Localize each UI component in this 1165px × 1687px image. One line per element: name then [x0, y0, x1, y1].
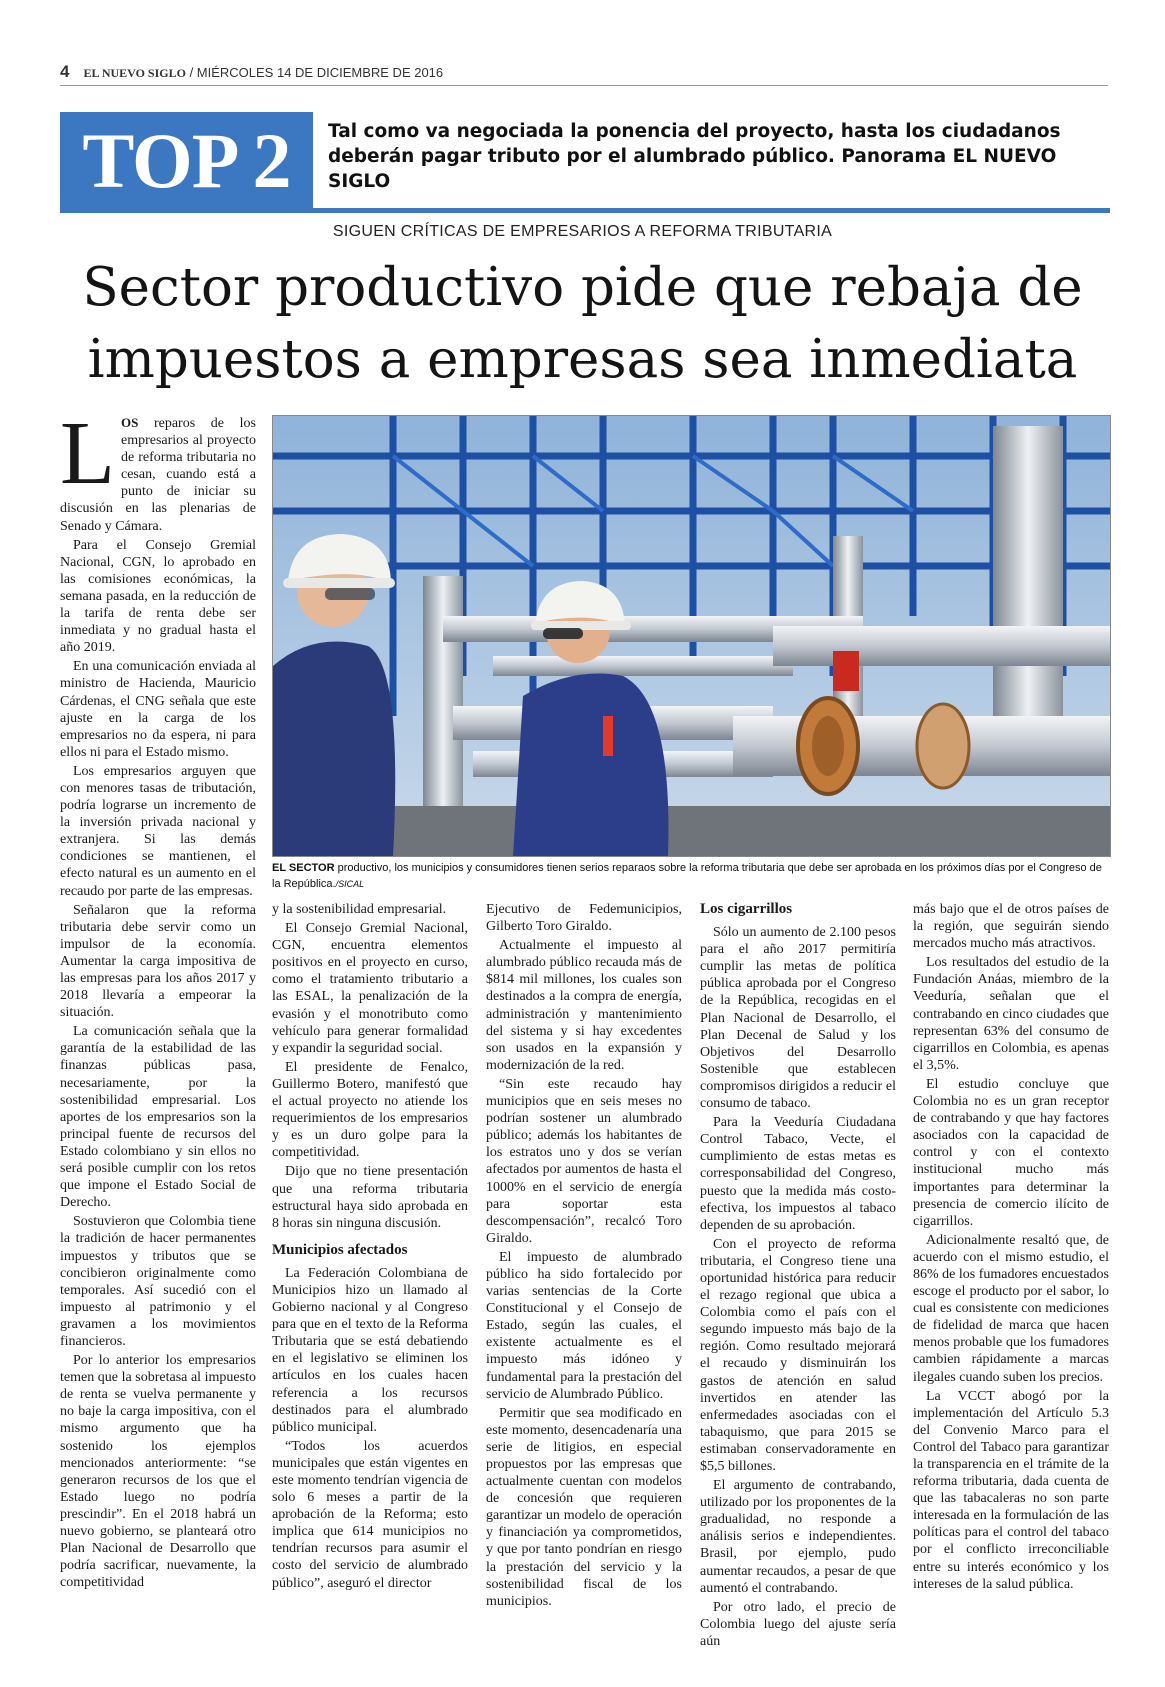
- article-paragraph: Para la Veeduría Ciudadana Control Tabaco, Vecte, el cumplimiento de estas metas es corresponsabilidad del Congreso, puesto que la medida más costo-efectiva, los impuestos al tabaco dependen de su aprobación.: [700, 1115, 896, 1233]
- article-photo: [272, 415, 1111, 857]
- subheading-municipios: Municipios afectados: [272, 1241, 408, 1258]
- publication-name: EL NUEVO SIGLO: [83, 66, 186, 80]
- article-paragraph: Permitir que sea modificado en este momento, desencadenaría una serie de litigios, en especial propuestos por las empresas que actualmente cuentan con modelos de concesión que requieren garantizar un modelo de operación y financiación ya comprometidos, y que por tanto pondrían en riesgo la prestación del servicio y la sostenibilidad fiscal de los municipios.: [486, 1405, 682, 1609]
- caption-lead: EL SECTOR: [272, 862, 335, 874]
- article-paragraph: El estudio concluye que Colombia no es un gran receptor de contrabando y que hay factores asociados con la capacidad de control y con el contexto institucional mucho más importantes para determinar la presencia de comercio ilícito de cigarrillos.: [913, 1076, 1109, 1229]
- article-paragraph: y la sostenibilidad empresarial.: [272, 902, 447, 917]
- article-paragraph: Ejecutivo de Fedemunicipios, Gilberto Toro Giraldo.: [486, 902, 682, 935]
- article-column-4: [700, 901, 896, 1649]
- article-paragraph: “Sin este recaudo hay municipios que en seis meses no podrían sostener un alumbrado público; además los habitantes de los estratos uno y dos se verían afectados por aumentos de hasta el 1000% en el servicio de energía para soportar esta descompensación”, recalcó Toro Giraldo.: [486, 1076, 682, 1246]
- article-paragraph: La Federación Colombiana de Municipios hizo un llamado al Gobierno nacional y al Congreso para que en el texto de la Reforma Tributaria que se está debatiendo en el legislativo se eliminen los artículos en los cuales hacen referencia a los recursos destinados para el alumbrado público municipal.: [272, 1265, 468, 1435]
- article-paragraph: Dijo que no tiene presentación que una reforma tributaria estructural haya sido aprobada en 8 horas sin ninguna discusión.: [272, 1164, 468, 1231]
- folio-rule: [60, 85, 1108, 86]
- article-paragraph: El presidente de Fenalco, Guillermo Botero, manifestó que el actual proyecto no atiende los requerimientos de los empresarios y es un duro golpe para la competitividad.: [272, 1059, 468, 1161]
- article-paragraph: LOS reparos de los empresarios al proyecto de reforma tributaria no cesan, cuando está a punto de iniciar su discusión en las plenarias de Senado y Cámara.: [60, 404, 256, 534]
- article-paragraph: El argumento de contrabando, utilizado por los proponentes de la gradualidad, no responde a análisis serios e independientes. Brasil, por ejemplo, pudo aumentar recaudos, a pesar de que aumentó el contrabando.: [700, 1478, 896, 1596]
- article-paragraph: La comunicación señala que la garantía de la estabilidad de las finanzas públicas pasa, necesariamente, por la sostenibilidad empresarial. Los aportes de los empresarios son la principal fuente de recursos del Estado colombiano y sin ellos no será posible cumplir con los retos que impone el Estado Social de Derecho.: [60, 1024, 256, 1211]
- article-paragraph: El Consejo Gremial Nacional, CGN, encuentra elementos positivos en el proyecto en curso, como el tratamiento tributario a las ESAL, la penalización de la evasión y el monotributo como vehículo para generar formalidad y expandir la seguridad social.: [272, 921, 468, 1056]
- article-paragraph: En una comunicación enviada al ministro de Hacienda, Mauricio Cárdenas, el CNG señala que este ajuste en la carga de los empresarios no da espera, ni para ellos ni para el Estado mismo.: [60, 659, 256, 760]
- article-paragraph: Sostuvieron que Colombia tiene la tradición de hacer permanentes impuestos y tributos que se concibieron originalmente como temporales. Así sucedió con el impuesto al patrimonio y el gravamen a los movimientos financieros.: [60, 1214, 256, 1349]
- article-paragraph: Por lo anterior los empresarios temen que la sobretasa al impuesto de renta se vuelva permanente y no baje la carga impositiva, con el mismo argumento que ha sostenido los ejemplos mencionados anteriormente: “se generaron recursos de los que el Estado luego no podría prescindir”. En el 2018 habrá un nuevo gobierno, se planteará otro Plan Nacional de Desarrollo que podría sacrificar, nuevamente, la competitividad: [60, 1353, 256, 1591]
- top-badge: TOP 2: [60, 112, 313, 210]
- article-paragraph: Los resultados del estudio de la Fundación Anáas, miembro de la Veeduría, señalan que el contrabando en cinco ciudades que representan 63% del consumo de cigarrillos en Colombia, es apenas el 3,5%.: [913, 955, 1109, 1073]
- issue-date: / MIÉRCOLES 14 DE DICIEMBRE DE 2016: [189, 65, 444, 80]
- article-paragraph: Actualmente el impuesto al alumbrado público recauda más de $814 mil millones, los cuales son destinados a la compra de energía, administración y mantenimiento del sistema y si hay excedentes son usados en la expansión y modernización de la red.: [486, 938, 682, 1073]
- article-paragraph: Por otro lado, el precio de Colombia luego del ajuste sería aún: [700, 1599, 896, 1649]
- kicker: SIGUEN CRÍTICAS DE EMPRESARIOS A REFORMA TRIBUTARIA: [332, 223, 833, 240]
- drop-cap: L: [60, 404, 115, 503]
- article-paragraph: Los empresarios arguyen que con menores tasas de tributación, podría lograrse un incremento de la inversión privada nacional y extranjera. Si las demás condiciones se mantienen, el efecto natural es un aumento en el recaudo por parte de las empresas.: [60, 763, 256, 899]
- article-paragraph: Señalaron que la reforma tributaria debe servir como un impulsor de la economía. Aumentar la carga impositiva de las empresas para los años 2017 y 2018 llevaría a empeorar la situación.: [60, 902, 256, 1021]
- article-column-1: [60, 404, 256, 1626]
- article-paragraph: Para el Consejo Gremial Nacional, CGN, lo aprobado en las comisiones económicas, la semana pasada, en la reducción de la tarifa de renta debe ser inmediata y no gradual hasta el año 2019.: [60, 537, 256, 656]
- article-paragraph: La VCCT abogó por la implementación del Artículo 5.3 del Convenio Marco para el Control del Tabaco para garantizar la transparencia en el trámite de la reforma tributaria, dada cuenta de que las tabacaleras no son parte interesada en la formulación de las políticas para el control del tabaco por el conflicto irreconciliable entre su interés económico y los intereses de la salud pública.: [913, 1388, 1109, 1592]
- article-paragraph: Con el proyecto de reforma tributaria, el Congreso tiene una oportunidad histórica para reducir el rezago regional que ubica a Colombia como el país con el segundo impuesto más bajo de la región. Como resultado mejorará el recaudo y disminuirán los gastos de atención en salud invertidos en atender las enfermedades asociadas con el tabaquismo, que para 2015 se estimaban conservadoramente en $5,5 billones.: [700, 1236, 896, 1474]
- photo-caption: [272, 860, 1109, 892]
- article-column-2: [272, 901, 468, 1621]
- page-number: 4: [60, 62, 70, 81]
- top-rule: [60, 208, 1110, 213]
- photo-credit: /SICAL: [335, 879, 365, 889]
- top-teaser: Tal como va negociada la ponencia del proyecto, hasta los ciudadanos deberán pagar tributo por el alumbrado público. Panorama EL NUEVO SIGLO: [328, 121, 1061, 192]
- refinery-workers-image: [273, 416, 1110, 856]
- article-paragraph: Sólo un aumento de 2.100 pesos para el año 2017 permitiría cumplir las metas de política pública aprobada por el Congreso de la República, recogidas en el Plan Nacional de Desarrollo, el Plan Decenal de Salud y los Objetivos del Desarrollo Sostenible que establecen compromisos dirigidos a reducir el consumo de tabaco.: [700, 925, 896, 1112]
- article-paragraph: Adicionalmente resaltó que, de acuerdo con el mismo estudio, el 86% de los fumadores encuestados escoge el producto por el sabor, lo cual es consistente con mediciones de fidelidad de marca que hacen menos probable que los fumadores cambien rápidamente a marcas ilegales cuando suben los precios.: [913, 1232, 1109, 1385]
- article-paragraph: El impuesto de alumbrado público ha sido fortalecido por varias sentencias de la Corte Constitucional y el Consejo de Estado, según las cuales, el existente actualmente es el impuesto más idóneo y fundamental para la prestación del servicio de Alumbrado Público.: [486, 1249, 682, 1402]
- caption-text: productivo, los municipios y consumidores tienen serios reparaos sobre la reforma tributaria que debe ser aprobada en los próximos días por el Congreso de la República.: [272, 862, 1102, 890]
- article-column-3: [486, 901, 682, 1621]
- worker-left: [273, 534, 395, 856]
- subheading-cigarrillos: Los cigarrillos: [700, 901, 793, 917]
- folio: [60, 62, 1110, 84]
- article-column-5: [913, 901, 1109, 1621]
- article-paragraph: más bajo que el de otros países de la región, que seguirán siendo mercados mucho más atractivos.: [913, 902, 1109, 952]
- article-paragraph: “Todos los acuerdos municipales que están vigentes en este momento tendrían vigencia de solo 6 meses a partir de la aprobación de la Reforma; esto implica que 614 municipios no tendrían recursos para asumir el costo del servicio de alumbrado público”, aseguró el director: [272, 1438, 468, 1591]
- headline: Sector productivo pide que rebaja de impuestos a empresas sea inmediata: [82, 257, 1083, 390]
